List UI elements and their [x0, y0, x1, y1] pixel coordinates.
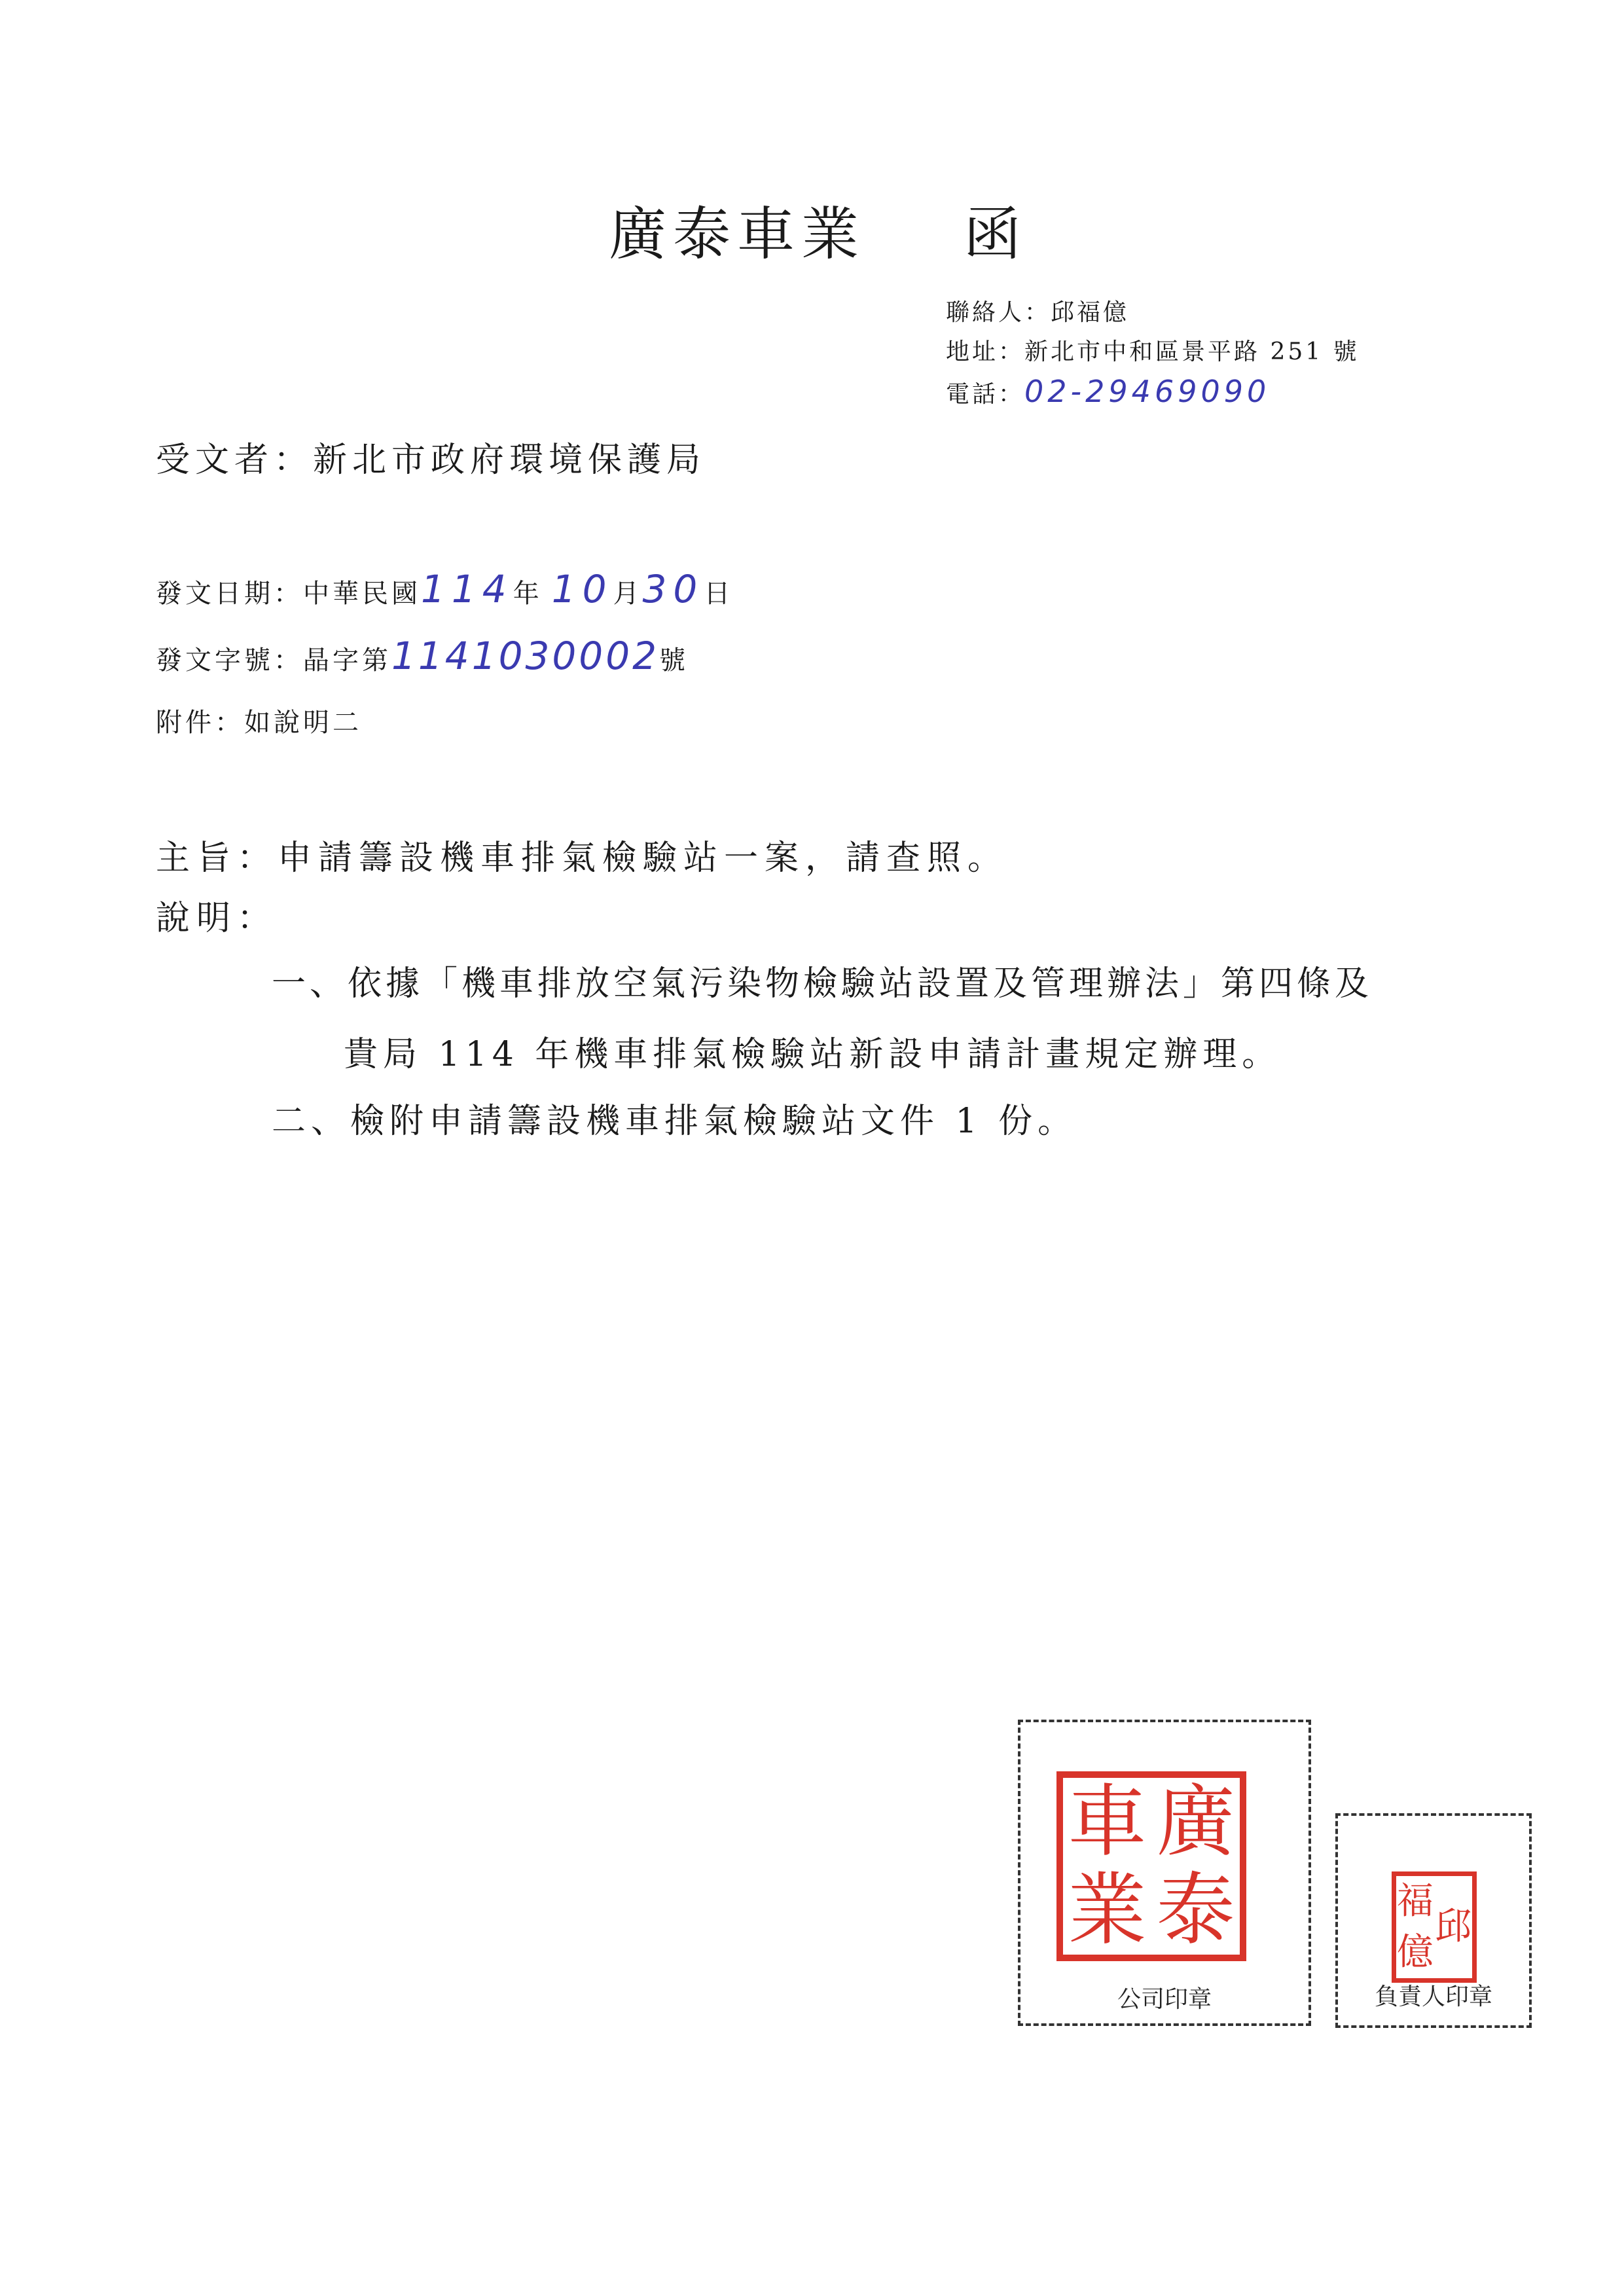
- person-seal-char: 邱: [1435, 1906, 1471, 1948]
- recipient-line: [156, 432, 706, 481]
- recipient-value: 新北市政府環境保護局: [313, 441, 706, 480]
- issue-number-prefix: 晶字第: [303, 645, 391, 676]
- issue-date-day: 30: [642, 567, 704, 611]
- person-stamp-box: [1335, 1813, 1532, 2028]
- document-type: 函: [964, 200, 1028, 268]
- person-seal: [1392, 1871, 1477, 1983]
- company-seal-char: 車: [1068, 1776, 1147, 1868]
- issue-number-line: [156, 634, 689, 678]
- company-name: 廣泰車業: [609, 200, 866, 268]
- explanation-label: 說明：: [156, 899, 278, 938]
- issue-date-month-unit: 月: [613, 579, 643, 609]
- issue-date-day-unit: 日: [704, 579, 734, 609]
- recipient-label: 受文者：: [156, 441, 314, 480]
- contact-block: [946, 293, 1360, 411]
- subject-value: 申請籌設機車排氣檢驗站一案，請查照。: [278, 839, 1009, 878]
- issue-date-line: [156, 567, 733, 611]
- issue-date-prefix: 中華民國: [303, 579, 421, 609]
- explanation-item-1-line-2: 貴局 114 年機車排氣檢驗站新設申請計畫規定辦理。: [344, 1035, 1282, 1074]
- attachment-line: [156, 702, 362, 739]
- subject-label: 主旨：: [156, 839, 278, 878]
- contact-address-line: [946, 333, 1360, 372]
- subject-line: [156, 830, 1008, 879]
- company-seal: [1056, 1771, 1246, 1961]
- company-stamp-label: 公司印章: [1117, 1986, 1212, 2013]
- contact-person-label: 聯絡人：: [946, 299, 1051, 326]
- issue-date-year: 114: [421, 567, 513, 611]
- contact-phone-label: 電話：: [946, 381, 1025, 408]
- person-stamp-label: 負責人印章: [1374, 1983, 1492, 2010]
- explanation-item-1-line-1: 一、依據「機車排放空氣污染物檢驗站設置及管理辦法」第四條及: [272, 964, 1373, 1003]
- contact-person: 邱福億: [1051, 299, 1130, 326]
- company-seal-char: 泰: [1156, 1864, 1235, 1956]
- person-seal-char: 福: [1397, 1880, 1434, 1923]
- issue-number-value: 1141030002: [391, 634, 660, 678]
- attachment-label: 附件：: [156, 708, 244, 738]
- company-stamp-box: [1018, 1720, 1311, 2026]
- contact-address-label: 地址：: [946, 338, 1025, 365]
- issue-number-label: 發文字號：: [156, 645, 303, 676]
- contact-phone-line: [946, 372, 1360, 411]
- issue-date-label: 發文日期：: [156, 579, 303, 609]
- document-title: [609, 189, 1028, 271]
- contact-phone: 02-29469090: [1024, 374, 1271, 409]
- company-seal-char: 業: [1068, 1864, 1147, 1956]
- contact-person-line: [946, 293, 1360, 333]
- contact-address: 新北市中和區景平路 251 號: [1024, 338, 1360, 365]
- issue-date-month: 10: [551, 567, 613, 611]
- company-seal-char: 廣: [1156, 1776, 1235, 1868]
- attachment-value: 如說明二: [244, 708, 362, 738]
- issue-date-year-unit: 年: [513, 579, 543, 609]
- explanation-item-2: 二、檢附申請籌設機車排氣檢驗站文件 1 份。: [272, 1102, 1077, 1141]
- issue-number-suffix: 號: [659, 645, 689, 676]
- person-seal-char: 億: [1397, 1931, 1434, 1974]
